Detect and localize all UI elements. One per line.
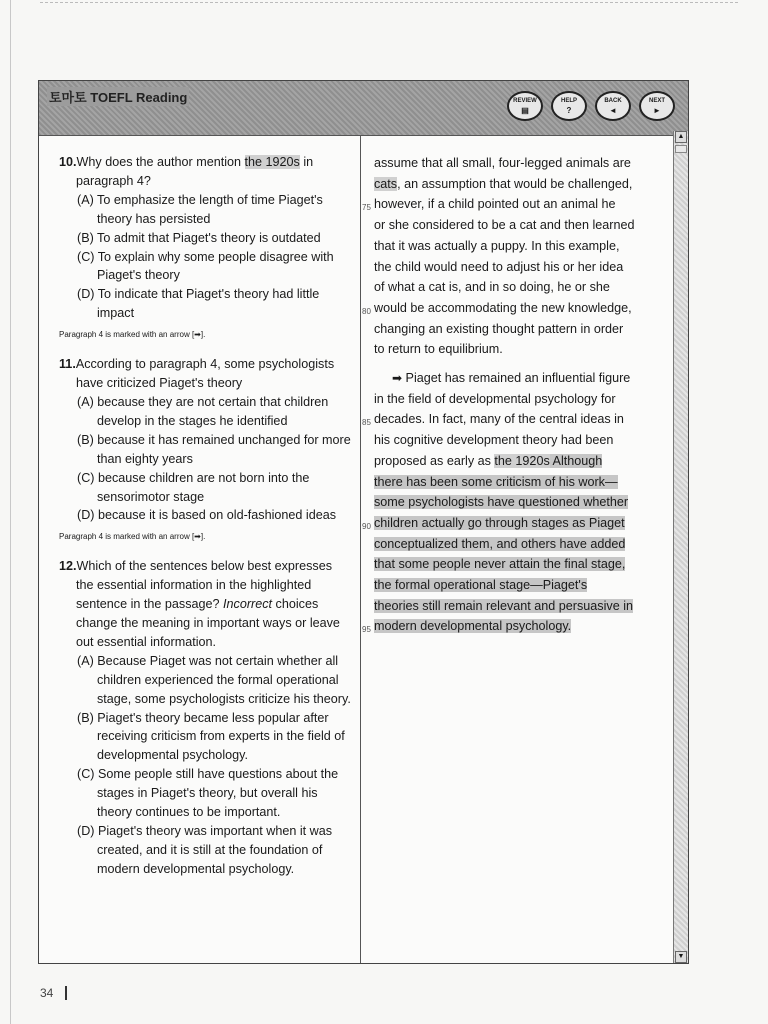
paragraph-note: Paragraph 4 is marked with an arrow [➡]. (59, 330, 206, 340)
line-text: changing an existing thought pattern in order (374, 321, 624, 336)
stem-text: According to paragraph 4, some psychologists have criticized Piaget's theory (75, 357, 335, 391)
question-stem (59, 557, 351, 652)
answer-choice-a[interactable]: (A) To emphasize the length of time Piaget's theory has persisted (77, 192, 323, 226)
answer-choice-d[interactable]: (D) because it is based on old-fashioned ideas (77, 508, 337, 523)
passage-line (362, 616, 674, 637)
passage-line (374, 492, 674, 513)
question-stem (59, 355, 351, 393)
highlighted-sentence: the formal operational stage—Piaget's (374, 578, 588, 593)
highlighted-sentence: children actually go through stages as Piaget (374, 515, 625, 530)
line-text: would be accommodating the new knowledge, (374, 300, 632, 315)
passage-paragraph-3 (362, 153, 674, 360)
passage-paragraph-4 (362, 368, 674, 637)
question-panel (59, 153, 351, 887)
passage-line (374, 277, 674, 298)
back-button[interactable] (595, 91, 631, 121)
top-rule (40, 2, 738, 3)
question-10 (59, 153, 351, 341)
passage-line (374, 174, 674, 195)
answer-choice-a[interactable]: (A) because they are not certain that children develop in the stages he identified (77, 394, 329, 428)
passage-line (374, 430, 674, 451)
highlighted-sentence: conceptualized them, and others have added (374, 536, 626, 551)
stem-text: Which of the sentences below best expresses the essential information in the highlighted sentence in the passage? (76, 559, 333, 612)
line-text: Piaget has remained an influential figure (402, 371, 631, 386)
line-text: proposed as early as (374, 453, 495, 468)
help-label: HELP (560, 98, 577, 104)
line-number: 95 (362, 625, 371, 635)
back-arrow-icon: ◄ (609, 106, 617, 115)
passage-line (374, 389, 674, 410)
passage-line (374, 368, 674, 389)
help-button[interactable] (551, 91, 587, 121)
highlighted-sentence: Although (549, 453, 603, 468)
paragraph-arrow-icon: ➡ (392, 371, 403, 386)
line-number: 80 (362, 306, 371, 316)
passage-panel (362, 153, 674, 637)
line-text: decades. In fact, many of the central ideas in (374, 412, 624, 427)
review-label: REVIEW (513, 98, 537, 104)
passage-line (362, 513, 674, 534)
passage-line (374, 575, 674, 596)
answer-choice-b[interactable]: (B) To admit that Piaget's theory is outdated (77, 230, 321, 245)
line-text: in the field of developmental psychology for (374, 391, 616, 406)
passage-line (374, 472, 674, 493)
question-stem (59, 153, 351, 191)
scroll-thumb[interactable] (675, 145, 687, 153)
answer-choice-c[interactable]: (C) To explain why some people disagree with Piaget's theory (77, 249, 334, 283)
highlighted-sentence: modern developmental psychology. (374, 619, 572, 634)
answer-choice-d[interactable]: (D) Piaget's theory was important when it was created, and it is still at the foundation of modern developmental psychology. (77, 824, 333, 876)
passage-line (362, 194, 674, 215)
line-highlight: the 1920s (494, 453, 550, 468)
paragraph-note: Paragraph 4 is marked with an arrow [➡]. (59, 532, 206, 542)
line-text: assume that all small, four-legged animals are (374, 156, 631, 170)
passage-line (374, 319, 674, 340)
highlighted-sentence: there has been some criticism of his work— (374, 474, 618, 489)
line-text: his cognitive development theory had been (374, 433, 614, 448)
scroll-down-icon[interactable]: ▼ (675, 951, 687, 963)
answer-choice-d[interactable]: (D) To indicate that Piaget's theory had little impact (77, 287, 320, 321)
passage-line (374, 554, 674, 575)
next-button[interactable] (639, 91, 675, 121)
line-text: of what a cat is, and in so doing, he or she (374, 280, 610, 295)
stem-highlight: the 1920s (244, 155, 300, 169)
passage-line (374, 339, 674, 360)
stem-text: in paragraph 4? (76, 155, 314, 188)
question-12 (59, 557, 351, 878)
line-number: 90 (362, 521, 371, 531)
passage-scrollbar[interactable] (673, 131, 688, 963)
app-title: 토마토 TOEFL Reading (47, 87, 189, 106)
review-button[interactable] (507, 91, 543, 121)
page-number: 34 (40, 986, 54, 1000)
line-highlight: cats (374, 176, 398, 191)
line-text: the child would need to adjust his or her idea (374, 259, 624, 274)
highlighted-sentence: that some people never attain the final stage, (374, 557, 626, 572)
highlighted-sentence: some psychologists have questioned whether (374, 495, 629, 510)
passage-line (374, 215, 674, 236)
line-text: that it was actually a puppy. In this example, (374, 238, 620, 253)
line-text: to return to equilibrium. (374, 342, 503, 357)
passage-line (374, 534, 674, 555)
answer-choice-a[interactable]: (A) Because Piaget was not certain whether all children experienced the formal operational stage, some psychologists criticize his theory. (77, 653, 351, 706)
highlighted-sentence: theories still remain relevant and persuasive in (374, 598, 634, 613)
question-number: 10. (59, 155, 77, 169)
next-arrow-icon: ► (653, 106, 661, 115)
title-bar (39, 81, 688, 136)
line-text: or she considered to be a cat and then learned (374, 218, 635, 233)
answer-choice-b[interactable]: (B) Piaget's theory became less popular after receiving criticism from experts in the field of developmental psychology. (77, 710, 345, 763)
review-icon: ▤ (521, 106, 529, 115)
passage-line (374, 153, 674, 174)
passage-line (362, 298, 674, 319)
passage-line (374, 451, 674, 472)
line-text: however, if a child pointed out an animal he (374, 197, 616, 212)
stem-italic: Incorrect (223, 597, 273, 612)
stem-text: choices change the meaning in important ways or leave out essential information. (76, 597, 340, 649)
page-number-bar (65, 986, 67, 1000)
passage-line (374, 236, 674, 257)
back-label: BACK (604, 98, 622, 104)
stem-text: Why does the author mention (76, 155, 245, 169)
scroll-up-icon[interactable]: ▲ (675, 131, 687, 143)
passage-line (374, 596, 674, 617)
question-number: 11. (59, 357, 76, 372)
answer-choice-b[interactable]: (B) because it has remained unchanged for more than eighty years (77, 432, 351, 466)
question-number: 12. (59, 559, 77, 574)
passage-line (362, 409, 674, 430)
page-edge-line (10, 0, 11, 1024)
line-number: 75 (362, 203, 371, 213)
answer-choice-c[interactable]: (C) Some people still have questions about the stages in Piaget's theory, but overall his theory continues to be important. (77, 767, 339, 820)
reading-window (38, 80, 689, 964)
line-number: 85 (362, 418, 371, 428)
help-icon: ? (566, 106, 572, 115)
answer-choice-c[interactable]: (C) because children are not born into the sensorimotor stage (77, 470, 310, 504)
question-11 (59, 355, 351, 543)
next-label: NEXT (648, 98, 665, 104)
passage-line (374, 257, 674, 278)
column-divider (360, 135, 361, 963)
line-text: , an assumption that would be challenged, (397, 176, 633, 191)
